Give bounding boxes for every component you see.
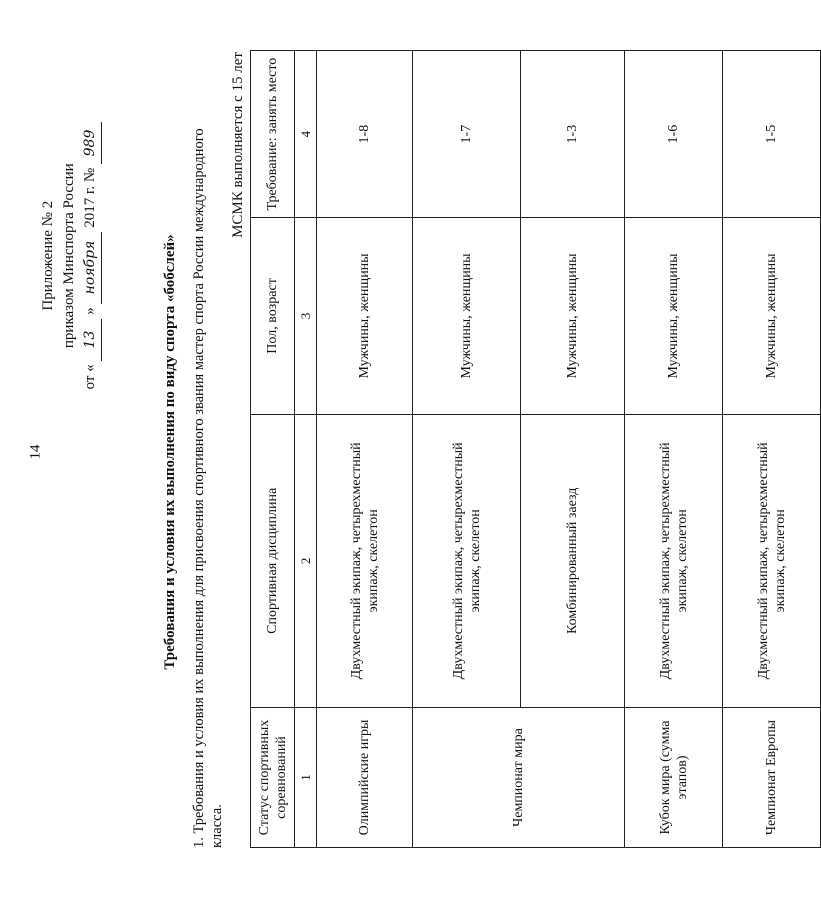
discipline-cell: Комбинированный заезд [521,414,625,707]
header-place: Требование: занять место [251,51,295,218]
index-cell: 4 [295,51,317,218]
date-month: ноября [80,232,102,304]
gender-cell: Мужчины, женщины [413,218,521,414]
table-index-row [295,51,317,848]
discipline-cell: Двухместный экипаж, четырехместный экипаж, скелетон [413,414,521,707]
msmk-note: МСМК выполняется с 15 лет [230,52,246,238]
date-mid: » [82,307,98,315]
appendix-header [38,122,102,389]
document-title: Требования и условия их выполнения по виду спорта «бобслей» [162,234,178,670]
table-row [723,51,821,848]
header-discipline: Спортивная дисциплина [251,414,295,707]
date-year: 2017 г. № [82,167,98,228]
place-cell: 1-3 [521,51,625,218]
date-prefix: от « [82,364,98,390]
index-cell: 2 [295,414,317,707]
status-cell: Чемпионат мира [413,708,625,848]
gender-cell: Мужчины, женщины [317,218,413,414]
appendix-number: Приложение № 2 [40,200,56,311]
place-cell: 1-6 [625,51,723,218]
discipline-cell: Двухместный экипаж, четырехместный экипаж, скелетон [317,414,413,707]
appendix-order: приказом Минспорта России [61,163,77,349]
date-day: 13 [80,319,102,361]
table-row [625,51,723,848]
page-number: 14 [27,444,44,460]
index-cell: 1 [295,708,317,848]
gender-cell: Мужчины, женщины [625,218,723,414]
place-cell: 1-7 [413,51,521,218]
intro-paragraph: 1. Требования и условия их выполнения для присвоения спортивного звания мастер спорта России международного класса. [191,128,225,848]
status-cell: Чемпионат Европы [723,708,821,848]
place-cell: 1-8 [317,51,413,218]
document-sheet [20,12,788,892]
status-cell: Кубок мира (сумма этапов) [625,708,723,848]
place-cell: 1-5 [723,51,821,218]
gender-cell: Мужчины, женщины [521,218,625,414]
table-row [413,51,521,848]
table-header-row [251,51,295,848]
table-row [317,51,413,848]
index-cell: 3 [295,218,317,414]
header-gender-age: Пол, возраст [251,218,295,414]
discipline-cell: Двухместный экипаж, четырехместный экипаж, скелетон [723,414,821,707]
order-number: 989 [80,122,102,164]
header-status: Статус спортивных соревнований [251,708,295,848]
gender-cell: Мужчины, женщины [723,218,821,414]
requirements-table [250,50,821,848]
discipline-cell: Двухместный экипаж, четырехместный экипаж, скелетон [625,414,723,707]
appendix-date-line [80,122,102,389]
status-cell: Олимпийские игры [317,708,413,848]
